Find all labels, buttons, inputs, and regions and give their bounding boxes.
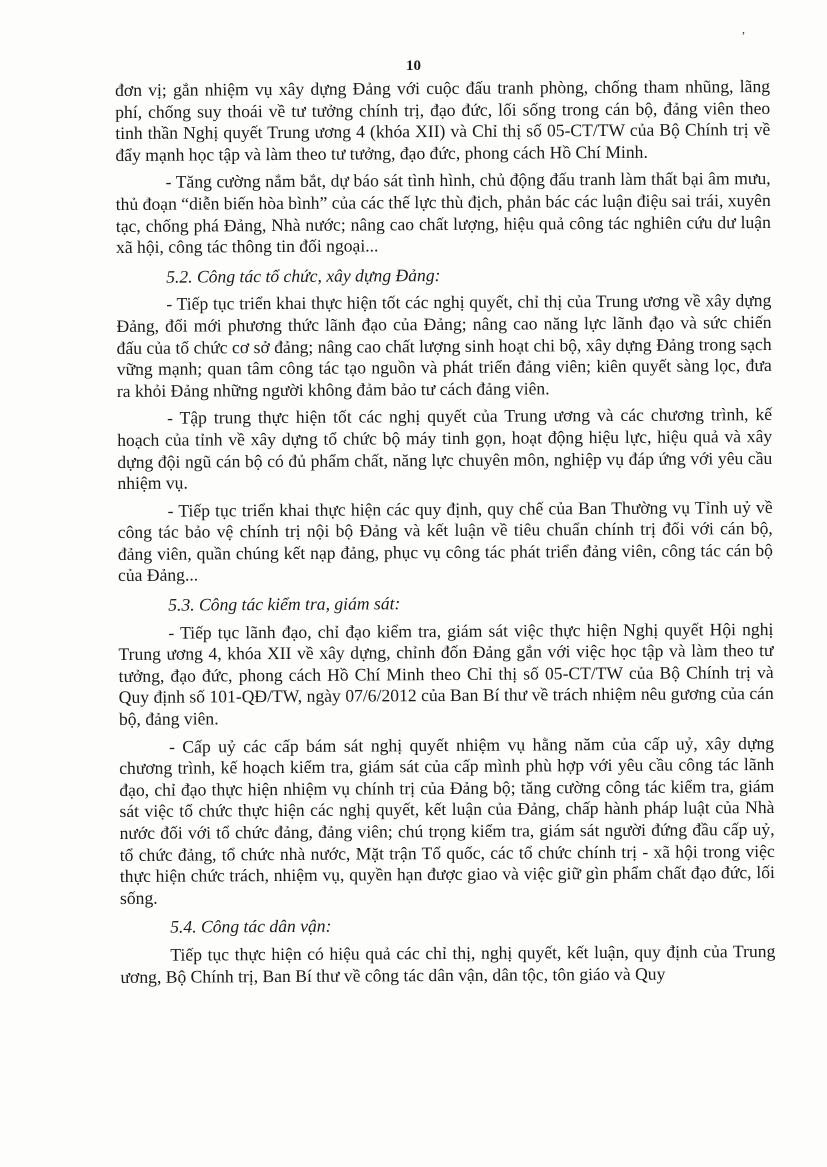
- paragraph-text: Tiếp tục thực hiện có hiệu quả các chỉ thị, nghị quyết, kết luận, quy định của Trung ương, Bộ Chính trị, Ban Bí thư về công tác dân vận, dân tộc, tôn giáo và Quy: [120, 940, 776, 987]
- paragraph-bullet: - Tăng cường nắm bắt, dự báo sát tình hình, chủ động đấu tranh làm thất bại âm mưu, thủ đoạn “diễn biến hòa bình” của các thế lực thù địch, phản bác các luận điệu sai trái, xuyên tạc, chống phá Đảng, Nhà nước; nâng cao chất lượng, hiệu quả công tác nghiên cứu dư luận xã hội, công tác thông tin đối ngoại...: [115, 168, 771, 258]
- section-heading-5-3: 5.3. Công tác kiểm tra, giám sát:: [168, 593, 401, 615]
- page-number: 10: [406, 58, 421, 74]
- document-body: [115, 76, 776, 994]
- paragraph-bullet: - Tập trung thực hiện tốt các nghị quyết của Trung ương và các chương trình, kế hoạch của tỉnh về xây dựng tổ chức bộ máy tinh gọn, hoạt động hiệu lực, hiệu quả và xây dựng đội ngũ cán bộ có đủ phẩm chất, năng lực chuyên môn, nghiệp vụ đáp ứng với yêu cầu nhiệm vụ.: [117, 404, 773, 494]
- paragraph-continuation: đơn vị; gắn nhiệm vụ xây dựng Đảng với cuộc đấu tranh phòng, chống tham nhũng, lãng phí, chống suy thoái về tư tưởng chính trị, đạo đức, lối sống trong cán bộ, đảng viên theo tinh thần Nghị quyết Trung ương 4 (khóa XII) và Chỉ thị số 05-CT/TW của Bộ Chính trị về đẩy mạnh học tập và làm theo tư tưởng, đạo đức, phong cách Hồ Chí Minh.: [115, 75, 771, 165]
- paragraph-bullet: - Tiếp tục triển khai thực hiện tốt các nghị quyết, chỉ thị của Trung ương về xây dựng Đảng, đổi mới phương thức lãnh đạo của Đảng; nâng cao năng lực lãnh đạo và sức chiến đấu của tổ chức cơ sở đảng; nâng cao chất lượng sinh hoạt chi bộ, xây dựng Đảng trong sạch vững mạnh; quan tâm công tác tạo nguồn và phát triển đảng viên; kiên quyết sàng lọc, đưa ra khỏi Đảng những người không đảm bảo tư cách đảng viên.: [116, 290, 772, 401]
- scan-mark: ,: [742, 22, 745, 36]
- paragraph-bullet: - Cấp uỷ các cấp bám sát nghị quyết nhiệm vụ hằng năm của cấp uỷ, xây dựng chương trình, kế hoạch kiểm tra, giám sát của cấp mình phù hợp với yêu cầu công tác lãnh đạo, chỉ đạo thực hiện nhiệm vụ chính trị của Đảng bộ; tăng cường công tác kiểm tra, giám sát việc tổ chức thực hiện các nghị quyết, kết luận của Đảng, chấp hành pháp luật của Nhà nước đối với tổ chức đảng, đảng viên; chú trọng kiểm tra, giám sát người đứng đầu cấp uỷ, tổ chức đảng, tổ chức nhà nước, Mặt trận Tổ quốc, các tổ chức chính trị - xã hội trong việc thực hiện chức trách, nhiệm vụ, quyền hạn được giao và việc giữ gìn phẩm chất đạo đức, lối sống.: [119, 732, 775, 908]
- section-heading-5-2: 5.2. Công tác tổ chức, xây dựng Đảng:: [166, 264, 441, 287]
- section-heading-5-4: 5.4. Công tác dân vận:: [170, 916, 332, 938]
- paragraph-bullet: - Tiếp tục triển khai thực hiện các quy định, quy chế của Ban Thường vụ Tỉnh uỷ về công tác bảo vệ chính trị nội bộ Đảng và kết luận về tiêu chuẩn chính trị đối với cán bộ, đảng viên, quần chúng kết nạp đảng, phục vụ công tác phát triển đảng viên, công tác cán bộ của Đảng...: [117, 496, 773, 586]
- paragraph-bullet: - Tiếp tục lãnh đạo, chỉ đạo kiểm tra, giám sát việc thực hiện Nghị quyết Hội nghị Trung ương 4, khóa XII về xây dựng, chỉnh đốn Đảng gắn với việc học tập và làm theo tư tưởng, đạo đức, phong cách Hồ Chí Minh theo Chỉ thị số 05-CT/TW của Bộ Chính trị và Quy định số 101-QĐ/TW, ngày 07/6/2012 của Ban Bí thư về trách nhiệm nêu gương của cán bộ, đảng viên.: [118, 618, 774, 730]
